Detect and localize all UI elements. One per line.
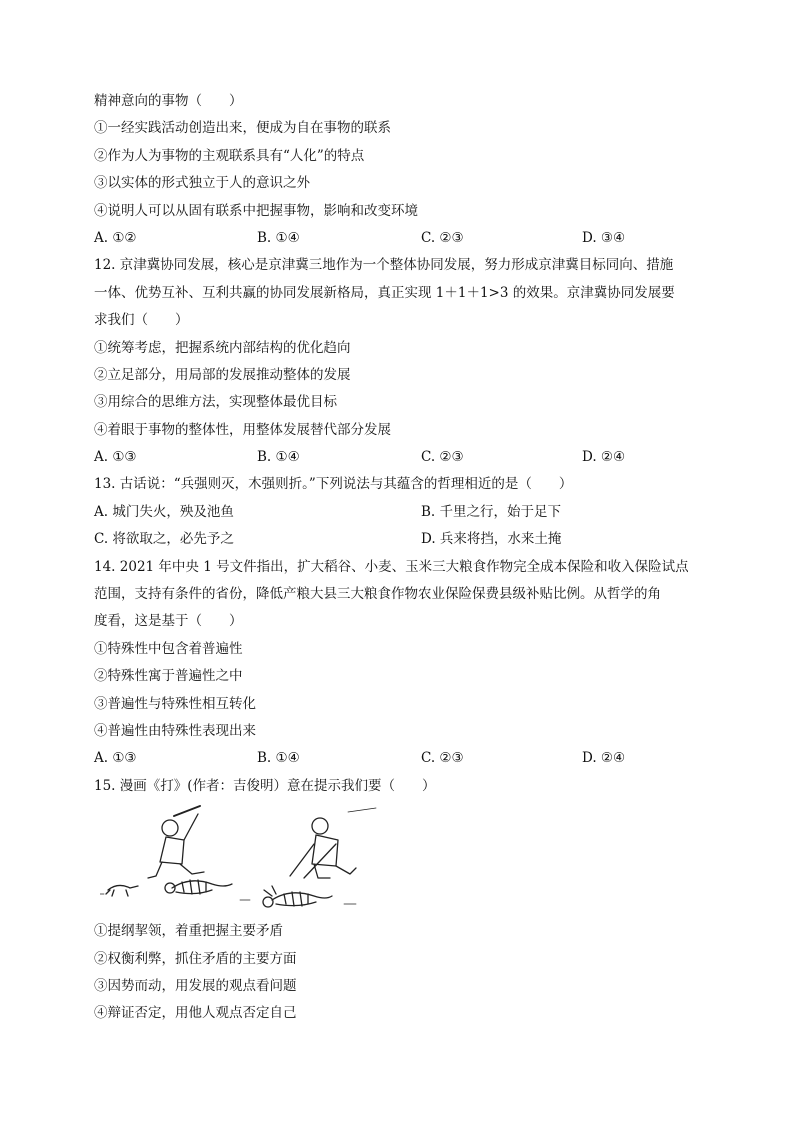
q11-statement-1: ①一经实践活动创造出来，便成为自在事物的联系 <box>94 120 391 137</box>
exam-page <box>94 88 704 1028</box>
q14-statement-2: ②特殊性寓于普遍性之中 <box>94 668 243 685</box>
q12-option-a: A. ①③ <box>94 449 137 466</box>
q14-option-d: D. ②④ <box>582 750 626 767</box>
q15-statement-4: ④辩证否定，用他人观点否定自己 <box>94 1005 297 1022</box>
q11-statement-4: ④说明人可以从固有联系中把握事物，影响和改变环境 <box>94 202 418 219</box>
q12-option-d: D. ②④ <box>582 449 626 466</box>
q12-statement-1: ①统筹考虑，把握系统内部结构的优化趋向 <box>94 339 351 356</box>
cartoon-illustration <box>100 804 400 914</box>
q14-stem-line-1: 14. 2021 年中央 1 号文件指出，扩大稻谷、小麦、玉米三大粮食作物完全成本保险和收入保险试点 <box>94 558 689 575</box>
q14-stem-line-3: 度看，这是基于（ ） <box>94 613 243 630</box>
q14-statement-4: ④普遍性由特殊性表现出来 <box>94 722 256 739</box>
q13-option-d: D. 兵来将挡，水来土掩 <box>421 531 562 548</box>
q11-statement-2: ②作为人为事物的主观联系具有“人化”的特点 <box>94 147 365 164</box>
q11-stem: 精神意向的事物（ ） <box>94 93 243 109</box>
q15-statement-3: ③因势而动，用发展的观点看问题 <box>94 977 297 994</box>
q13-option-c: C. 将欲取之，必先予之 <box>94 531 234 548</box>
cartoon-drawing <box>100 804 400 914</box>
q12-options <box>94 444 704 471</box>
q12-stem-line-2: 一体、优势互补、互利共赢的协同发展新格局，真正实现 1＋1＋1>3 的效果。京津冀协同发展要 <box>94 284 675 301</box>
q12-stem-line-1: 12. 京津冀协同发展，核心是京津冀三地作为一个整体协同发展，努力形成京津冀目标同向、措施 <box>94 257 674 274</box>
q14-stem-line-2: 范围，支持有条件的省份，降低产粮大县三大粮食作物农业保险保费县级补贴比例。从哲学的角 <box>94 586 661 603</box>
q11-option-b: B. ①④ <box>257 229 300 246</box>
q13-stem: 13. 古话说：“兵强则灭，木强则折。”下列说法与其蕴含的哲理相近的是（ ） <box>94 476 573 493</box>
q14-statement-3: ③普遍性与特殊性相互转化 <box>94 695 256 712</box>
q12-statement-4: ④着眼于事物的整体性，用整体发展替代部分发展 <box>94 421 391 438</box>
q11-statement-3: ③以实体的形式独立于人的意识之外 <box>94 175 310 192</box>
q13-option-a: A. 城门失火，殃及池鱼 <box>94 503 234 520</box>
q15-statement-2: ②权衡利弊，抓住矛盾的主要方面 <box>94 950 297 967</box>
q14-option-b: B. ①④ <box>257 750 300 767</box>
q12-option-b: B. ①④ <box>257 449 300 466</box>
q12-option-c: C. ②③ <box>421 449 464 466</box>
q12-statement-3: ③用综合的思维方法，实现整体最优目标 <box>94 394 337 411</box>
q13-options-row-1 <box>94 499 704 526</box>
q13-options-row-2 <box>94 526 704 553</box>
q14-options <box>94 745 704 772</box>
q11-option-a: A. ①② <box>94 229 137 246</box>
q13-option-b: B. 千里之行，始于足下 <box>421 503 562 520</box>
q12-statement-2: ②立足部分，用局部的发展推动整体的发展 <box>94 366 351 383</box>
q12-stem-line-3: 求我们（ ） <box>94 312 189 329</box>
q11-options <box>94 225 704 252</box>
q14-option-c: C. ②③ <box>421 750 464 767</box>
q14-statement-1: ①特殊性中包含着普遍性 <box>94 640 243 657</box>
q15-statement-1: ①提纲挈领，着重把握主要矛盾 <box>94 923 283 940</box>
q15-stem: 15. 漫画《打》(作者：吉俊明）意在提示我们要（ ） <box>94 777 436 794</box>
q11-option-d: D. ③④ <box>582 229 626 246</box>
q14-option-a: A. ①③ <box>94 750 137 767</box>
q11-option-c: C. ②③ <box>421 229 464 246</box>
